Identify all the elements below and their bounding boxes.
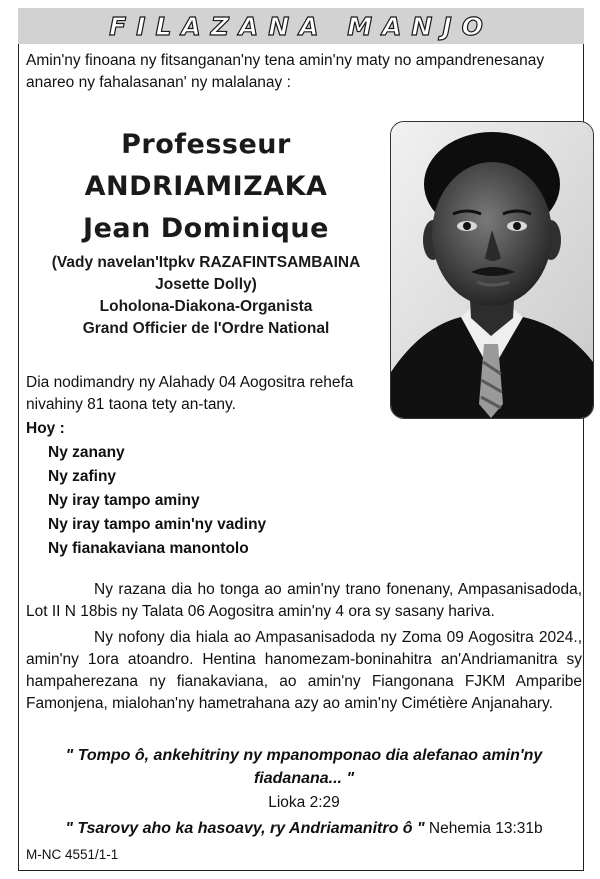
spouse-line-2: Josette Dolly) <box>155 276 257 293</box>
scripture-quote-1: " Tompo ô, ankehitriny ny mpanomponao dia alefanao amin'ny fiadanana... " <box>65 747 543 787</box>
spouse-line-1: (Vady navelan'Itpkv RAZAFINTSAMBAINA <box>51 254 361 271</box>
header-title: FILAZANA MANJO <box>109 11 493 41</box>
deceased-title: Professeur <box>121 129 291 160</box>
survivor-item: Ny zanany <box>48 444 125 461</box>
intro-text: Amin'ny finoana ny fitsanganan'ny tena amin'ny maty no ampandrenesanay anareo ny fahalasanan' ny malalanay : <box>26 52 545 91</box>
deceased-given-names: Jean Dominique <box>83 213 329 244</box>
scripture-quote-2: " Tsarovy aho ka hasoavy, ry Andriamanitro ô " <box>65 820 425 837</box>
portrait-illustration <box>391 122 593 418</box>
role-line: Loholona-Diakona-Organista <box>99 298 313 315</box>
survivors-label: Hoy : <box>26 420 65 437</box>
deceased-name-block <box>24 124 388 340</box>
survivor-item: Ny fianakaviana manontolo <box>48 540 249 557</box>
death-notice: Dia nodimandry ny Alahady 04 Aogositra rehefa nivahiny 81 taona tety an-tany. <box>26 374 354 413</box>
honor-line: Grand Officier de l'Ordre National <box>82 320 330 337</box>
deceased-surname: ANDRIAMIZAKA <box>84 171 328 202</box>
header-banner <box>18 8 584 44</box>
arrival-paragraph: Ny razana dia ho tonga ao amin'ny trano fonenany, Ampasanisadoda, Lot II N 18bis ny Talata 06 Aogositra amin'ny 4 ora sy sasany hariva. <box>26 581 582 620</box>
reference-code: M-NC 4551/1-1 <box>26 847 119 862</box>
survivor-item: Ny iray tampo amin'ny vadiny <box>48 516 267 533</box>
survivors-list <box>48 441 266 561</box>
scripture-ref-2: Nehemia 13:31b <box>428 820 543 837</box>
portrait-photo <box>390 121 594 419</box>
scripture-ref-1: Lioka 2:29 <box>268 794 340 811</box>
survivor-item: Ny iray tampo aminy <box>48 492 200 509</box>
survivor-item: Ny zafiny <box>48 468 117 485</box>
scripture-quote-2-line <box>26 818 582 840</box>
funeral-paragraph: Ny nofony dia hiala ao Ampasanisadoda ny Zoma 09 Aogositra 2024., amin'ny 1ora atoandro. Hentina hanomezam-boninahitra an'Andriamanitra sy hampaherezana ny fianakaviana, ao amin'ny Fiangonana FJKM Amparibe Famonjena, mialohan'ny hametrahana azy ao amin'ny Cimétière Anjanahary. <box>26 629 582 712</box>
